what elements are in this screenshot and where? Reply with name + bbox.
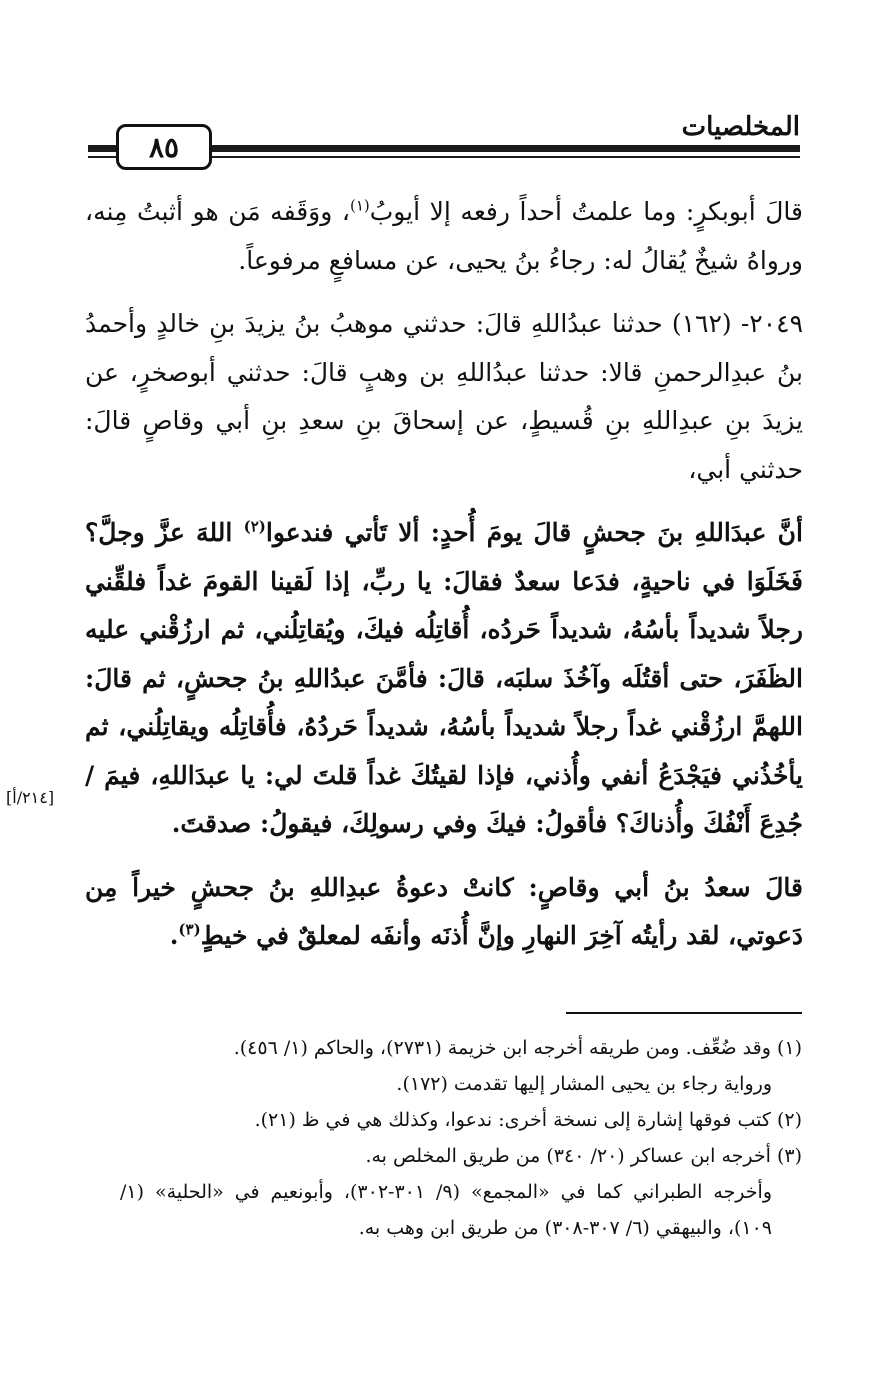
footnote-ref: (١) (349, 196, 370, 215)
paragraph (85, 188, 803, 285)
paragraph-text: أنَّ عبدَاللهِ بنَ جحشٍ قالَ يومَ أُحدٍ: ألا تَأتي فندعوا (265, 518, 803, 547)
footnote: (٢) كتب فوقها إشارة إلى نسخة أخرى: ندعوا، وكذلك هي في ظ (٢١). (254, 1109, 802, 1131)
paragraph-text: اللهَ عزَّ وجلَّ؟ فَخَلَوَا في ناحيةٍ، فدَعا سعدٌ فقالَ: يا ربِّ، إذا لَقينا القومَ غداً فلقِّني رجلاً شديداً بأسُهُ، شديداً حَردُه، أُقاتِلُه فيكَ، ويُقاتِلُني، ثم ارزُقْني عليه الظَفَرَ، حتى أقتُلَه وآخُذَ سلبَه، قالَ: فأمَّنَ عبدُاللهِ بنُ جحشٍ، ثم قالَ: اللهمَّ ارزُقْني غداً رجلاً شديداً بأسُهُ، شديداً حَردُهُ، فأُقاتِلُه ويقاتِلُني، ثم يأخُذُني فيَجْدَعُ أنفي وأُذني، فإذا لقيتُكَ غداً قلتَ لي: يا عبدَاللهِ، فيمَ / جُدِعَ أَنْفُكَ وأُذناكَ؟ فأقولُ: فيكَ وفي رسولِكَ، فيقولُ: صدقتَ. (85, 518, 803, 838)
paragraph-text: ٢٠٤٩- (١٦٢) حدثنا عبدُاللهِ قالَ: حدثني موهبُ بنُ يزيدَ بنِ خالدٍ وأحمدُ بنُ عبدِالرحمنِ قالا: حدثنا عبدُاللهِ بن وهبٍ قالَ: حدثني أبوصخرٍ، عن يزيدَ بنِ عبدِاللهِ بنِ قُسيطٍ، عن إسحاقَ بنِ سعدِ بنِ أبي وقاصٍ قالَ: حدثني أبي، (85, 309, 803, 484)
footnote: (١) وقد ضُعِّف. ومن طريقه أخرجه ابن خزيمة (٢٧٣١)، والحاكم (١/ ٤٥٦). (233, 1037, 802, 1059)
footnote-separator (566, 1012, 802, 1014)
footnote: وأخرجه الطبراني كما في «المجمع» (٩/ ٣٠١-٣٠٢)، وأبونعيم في «الحلية» (١/ ١٠٩)، والبيهقي (٦/ ٣٠٧-٣٠٨) من طريق ابن وهب به. (120, 1181, 772, 1239)
footnote-ref: (٣) (178, 920, 201, 939)
footnote: (٣) أخرجه ابن عساكر (٢٠/ ٣٤٠) من طريق المخلص به. (365, 1145, 802, 1167)
page-number: ٨٥ (116, 124, 212, 170)
margin-folio-mark: [٢١٤/أ] (6, 788, 55, 807)
footnote-ref: (٢) (243, 517, 266, 536)
main-text (85, 188, 803, 976)
footnote: ورواية رجاء بن يحيى المشار إليها تقدمت (١٧٢). (396, 1073, 772, 1095)
paragraph-text: قالَ سعدُ بنُ أبي وقاصٍ: كانتْ دعوةُ عبدِاللهِ بنُ جحشٍ خيراً مِن دَعوتي، لقد رأيتُه آخِرَ النهارِ وإنَّ أُذنَه وأنفَه لمعلقٌ في خيطٍ (85, 872, 804, 950)
paragraph (85, 864, 803, 961)
paragraph-text: ، ووَقَفه مَن هو أثبتُ مِنه، ورواهُ شيخٌ يُقالُ له: رجاءُ بنُ يحيى، عن مسافعٍ مرفوعاً. (85, 197, 803, 275)
paragraph-text: . (169, 921, 179, 950)
footnotes (120, 1030, 802, 1246)
paragraph (85, 300, 803, 494)
page-header (88, 112, 800, 170)
paragraph (85, 509, 803, 849)
book-title: المخلصيات (672, 112, 800, 142)
paragraph-text: قالَ أبوبكرٍ: وما علمتُ أحداً رفعه إلا أيوبُ (369, 197, 803, 226)
